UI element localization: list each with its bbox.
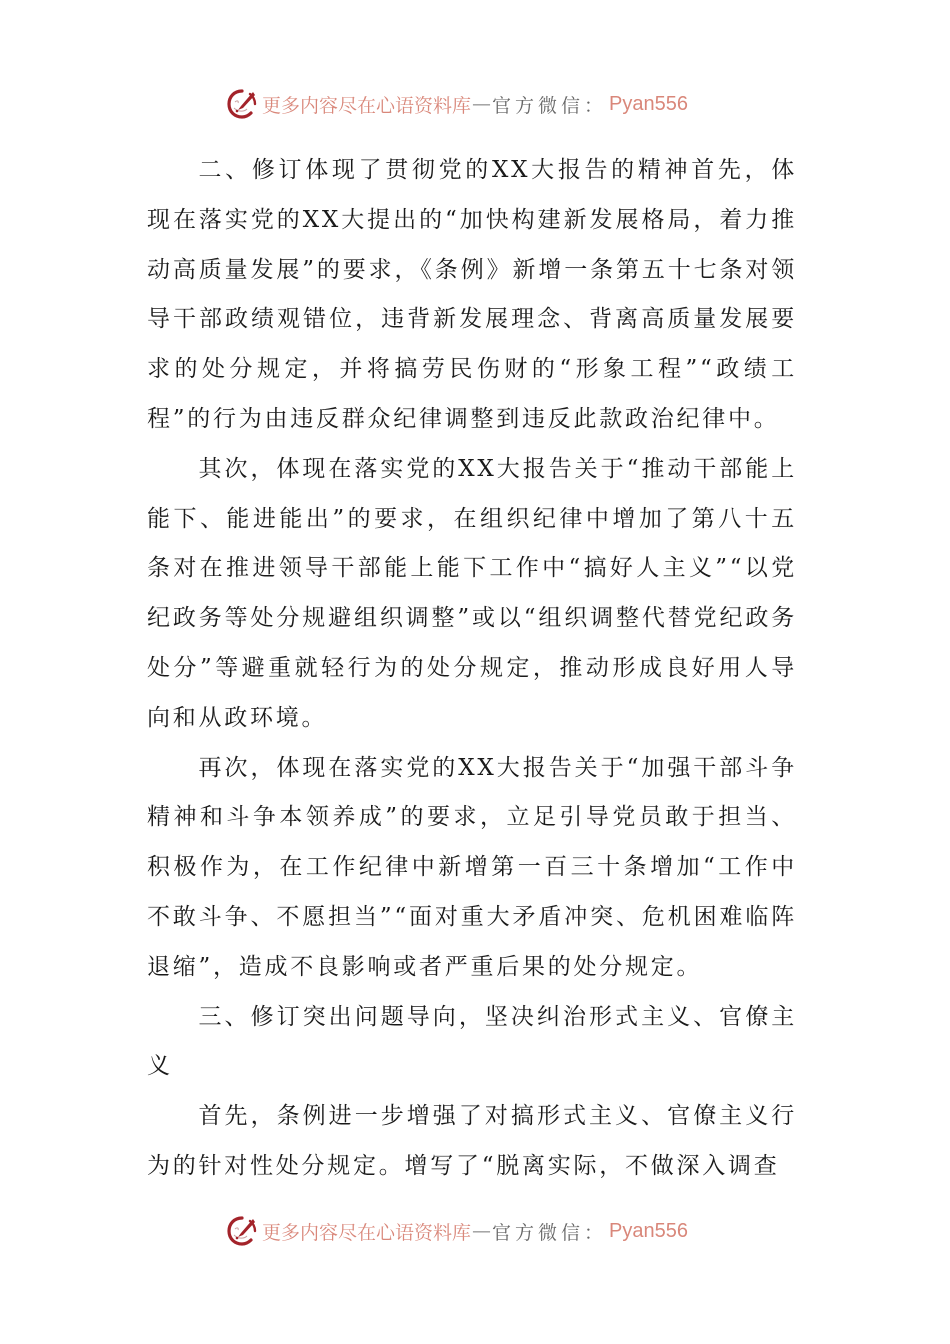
watermark-site-text: 更多内容尽在心语资料库: [262, 94, 472, 117]
header-watermark-banner: [226, 86, 688, 122]
watermark-site-text: 更多内容尽在心语资料库: [262, 1221, 472, 1244]
watermark-dash: —: [472, 93, 492, 115]
watermark-wechat-id: Pyan556: [609, 1219, 688, 1242]
watermark-wechat-label: 官方微信：: [492, 94, 608, 117]
paragraph-secondly: 其次，体现在落实党的XX大报告关于“推动干部能上能下、能进能出”的要求，在组织纪律中增加了第八十五条对在推进领导干部能上能下工作中“搞好人主义”“以党纪政务等处分规避组织调整”或以“组织调整代替党纪政务处分”等避重就轻行为的处分规定，推动形成良好用人导向和从政环境。: [147, 455, 797, 731]
watermark-wechat-id: Pyan556: [609, 92, 688, 115]
paragraph-section-three-heading: 三、修订突出问题导向，坚决纠治形式主义、官僚主义: [147, 1003, 797, 1080]
quill-pen-logo-icon: [226, 88, 258, 120]
watermark-dash: —: [472, 1220, 492, 1242]
paragraph-section-two: 二、修订体现了贯彻党的XX大报告的精神首先，体现在落实党的XX大提出的“加快构建新发展格局，着力推动高质量发展”的要求，《条例》新增一条第五十七条对领导干部政绩观错位，违背新发展理念、背离高质量发展要求的处分规定，并将搞劳民伤财的“形象工程”“政绩工程”的行为由违反群众纪律调整到违反此款政治纪律中。: [147, 157, 797, 432]
paragraph-thirdly: 再次，体现在落实党的XX大报告关于“加强干部斗争精神和斗争本领养成”的要求，立足引导党员敢于担当、积极作为，在工作纪律中新增第一百三十条增加“工作中不敢斗争、不愿担当”“面对重大矛盾冲突、危机困难临阵退缩”，造成不良影响或者严重后果的处分规定。: [147, 754, 797, 980]
document-body: [147, 146, 797, 1192]
footer-watermark-banner: [226, 1213, 688, 1249]
quill-pen-logo-icon: [226, 1215, 258, 1247]
paragraph-firstly: 首先，条例进一步增强了对搞形式主义、官僚主义行为的针对性处分规定。增写了“脱离实际，不做深入调查: [147, 1103, 797, 1179]
watermark-wechat-label: 官方微信：: [492, 1221, 608, 1244]
